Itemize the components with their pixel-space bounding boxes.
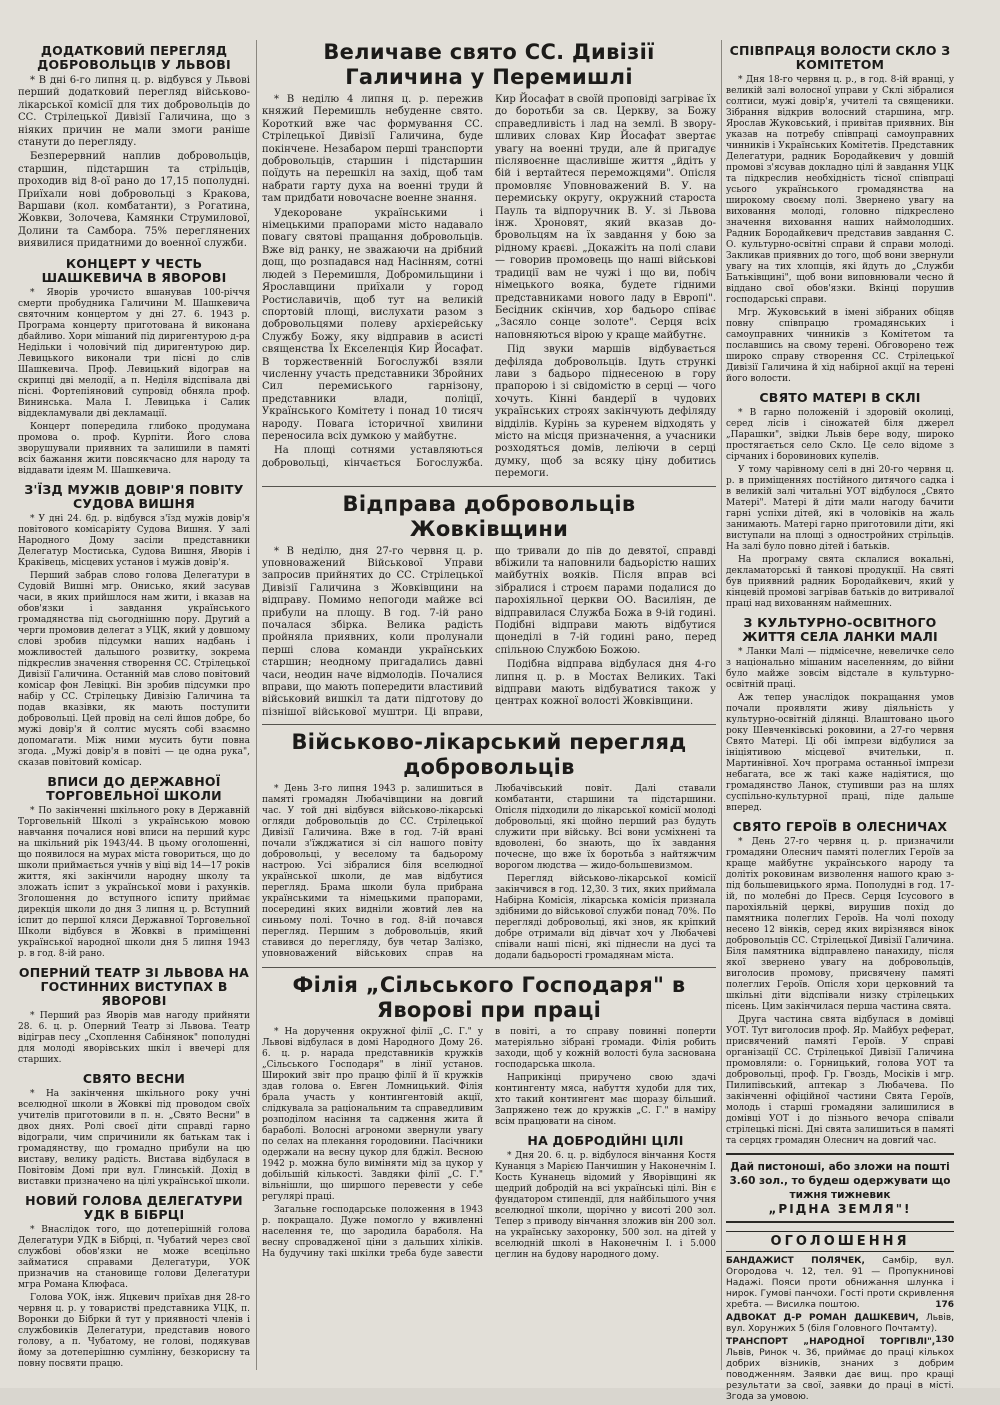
- article-paragraph: Концерт попередила глибоко продумана промова о. проф. Курпіти. Його слова зворушували приявних та залишили в памяті всіх бажання жити повсякчасно для народу та віддавати ідеям М. Шашкевича.: [18, 421, 250, 476]
- article-paragraph: На програму свята склалися вокальні, декламаторські й танкові продукції. На святі був приявний радник Бородайкевич, який у кінцевій промові загрівав батьків до витривалої праці над вихованням наймешних.: [726, 555, 954, 609]
- article-body: [262, 94, 716, 481]
- divider: [262, 967, 716, 968]
- subscription-line: Дай пистоноші, або зложи на пошті: [730, 1161, 950, 1173]
- ad-name: ТРАНСПОРТ „НАРОДНОЇ ТОРГІВЛІ",: [726, 1337, 936, 1347]
- article-title: КОНЦЕРТ У ЧЕСТЬ ШАШКЕВИЧА В ЯВОРОВІ: [41, 255, 227, 285]
- article-title: СВЯТО ГЕРОЇВ В ОЛЕСНИЧАХ: [732, 819, 948, 834]
- article-paragraph: * Ланки Малі — підмісечне, невеличке село з національно мішаним населенням, до війни було майже зовсім відстале в культурно-освітній праці.: [726, 647, 954, 690]
- article-title: СВЯТО МАТЕРІ В СКЛІ: [759, 390, 921, 405]
- article-paragraph: * Перший раз Яворів мав нагоду прийняти 28. 6. ц. р. Оперний Театр зі Львова. Театр відіграв песу „Схоплення Сабінянок" пополудні для молоді яворівських шкіл і ввечері для старших.: [18, 1010, 250, 1065]
- article-title: ВПИСИ ДО ДЕРЖАВНОЇ ТОРГОВЕЛЬНОЇ ШКОЛИ: [46, 773, 222, 803]
- headline: Військово-лікарський перегляд добровольців: [291, 730, 687, 780]
- article-paragraph: Подібна відправа відбулася дня 4-го липня ц. р. в Мостах Великих. Такі відправи мають відбуватися також у центрах кожної волості Жовківщини.: [495, 659, 716, 708]
- article-paragraph: Друга частина свята відбулася в домівці УОТ. Тут виголосив проф. Яр. Майбух реферат, присвячений памяті Героїв. У справі організації СС. Стрілецької Дивізії Галичина промовляли: о. Горницький, голова УОТ та добровольці, проф. Гр. Гвоздь, Мосіків і мгр. Пилипівський, аптекар з Любачева. По закінченні офіційної частини Свята Героїв, молодь і старші громадяни залишилися в домівці УОТ і до пізнього вечора співали стрілецькі пісні. Дні свята залишиться в памяті та серцях громадян Олеснич на довгий час.: [726, 1015, 954, 1146]
- article-paragraph: * В гарно положеній і здоровій околиці, серед лісів і сіножатей біля джерел „Парашки", звідки Львів бере воду, широко простягається село Скло. Це село відоме з сірчаних і боровинових купелів.: [726, 408, 954, 462]
- left-column: [18, 38, 250, 1372]
- ad-text: Львів, вул. Хорунжих 5 (біля Головного Почтамту).: [726, 1313, 954, 1334]
- article-paragraph: Мгр. Жуковський в імені зібраних обіцяв повну співпрацю громадянських і самоуправних чинників з Комітетом та пославшись на свому терені. Обговорено теж широко справу створення СС. Стрілецької Дивізії Галичина й хід набірної акції на терені його волости.: [726, 308, 954, 384]
- subscription-line: тижня тижневик: [789, 1189, 891, 1201]
- ad-item: [726, 1337, 954, 1403]
- ad-number: 130: [935, 1335, 954, 1345]
- article-paragraph: * День 27-го червня ц. р. призначили громадяни Олеснич памяті полеглих Героїв за краще майбутнє українського народу та долітіх роковинам визволення нашого краю з-під большевицького ярма. Пополудні в год. 17-ій, по молебні до Пресв. Серця Ісусового в парохіяльній церкві, вирушив похід до памятника полеглих Героїв. На чолі походу несено 12 вінків, серед яких вирізнявся вінок добровольців СС. Стрілецької Дивізії Галичина. Біля памятника відправлено панахиду, після якої звернено увагу на добровольців, виголосив промову, присвячену памяті полеглих Героїв. Опісля хори церковний та шкільні діти відспівали низку стрілецьких пісень. Цим закінчилася перша частина свята.: [726, 837, 954, 1012]
- article-paragraph: * На доручення окружної філії „С. Г." у Львові відбулася в домі Народного Дому 26. 6. ц. р. нарада представників кружків „Сільського Господаря" в лінії установ. Широкий звіт про працю філії й її кружків здав голова о. Евген Ломницький. Філія брала участь у контингентовій акції, слідкувала за раціональним та справедливим розподілом насіння та садження жита й бараболі. Волосні агрономи звернули увагу по селах на плекання городовини. Пасічники одержали на весну цукор для бджіл. Весною 1942 р. можна було виміняти мід за цукор у добільшій кількості. Завдяки філії „С. Г." вільнішли, що ширшого перевести у себе регулярі праці.: [262, 1027, 483, 1203]
- article-paragraph: * День 3-го липня 1943 р. залишиться в памяті громадян Любачівщини на довгий час. У той дні відбувся військово-лікарські огляди добровольців до СС. Стрілецької Дивізії Галичина. Вже в год. 7-ій врані почали з'їжджатися зі сіл нашого повіту добровольці, у веселому та бадьорому настрою. Усі зібралися біля вселюдної української школи, де мав відбутися перегляд. Брама школи була прибрана українськими та німецькими прапорами, посередині яких видніли жовтий лев на синьому полі. Точно в год. 8-ій почався перегляд. Першим з добровольців, який ставився до перегляду, був четар Залізко, уповноважений військових справ на Любачівський повіт. Далі ставали комбатанти, старшини та підстаршини. Опісля підходили до лікарської комісії молоді добровольці, які щойно перший раз будуть служити при війську. Всі вони усміхнені та вдоволені, бо знають, що їх завдання почесне, що вже їх боротьба з найтяжчим ворогом людства — жидо-большевизмом.: [262, 784, 716, 960]
- headline: Філія „Сільського Господаря" в Яворові при праці: [292, 973, 686, 1023]
- article-paragraph: Під звуки маршів відбувається дефіляда добровольців. Ідуть стрункі лави з бадьоро піднесеною в гору прапорою і зі свідомістю в серці — чого хочуть. Кінні бандерії в чудових українських строях закінчують дефіляду відділів. Курінь за куренем відходять у місто на місця призначення, а учасники розходяться домів, леліючи в серці думку, щоб за всяку ціну добитись перемоги.: [495, 344, 716, 480]
- article-paragraph: * В неділю 4 липня ц. р. пережив княжий Перемишль небуденне свято. Короткий вже час формування СС. Стрілецької Дивізії Галичина, буде покінчене. Незабаром перші транспорти добровольців, старшин і підстаршин поїдуть на перешкіл на захід, щоб там набрати гарту духа на военні труди й там придбати новочасне военне знання.: [262, 94, 483, 205]
- article-title: ОПЕРНИЙ ТЕАТР ЗІ ЛЬВОВА НА ГОСТИННИХ ВИСТУПАХ В ЯВОРОВІ: [18, 964, 250, 1008]
- article-dodatkovyi: [18, 44, 250, 251]
- article-sviato-materi: [726, 391, 954, 610]
- ads-heading: ОГОЛОШЕННЯ: [726, 1231, 954, 1252]
- ad-number: 176: [935, 1300, 954, 1310]
- article-filia: [262, 973, 716, 1262]
- article-title: СПІВПРАЦЯ ВОЛОСТИ СКЛО З КОМІТЕТОМ: [729, 43, 951, 72]
- article-paragraph: * Яворів урочисто вшанував 100-річчя смерти пробудника Галичини М. Шашкевича святочним концертом у дні 27. 6. 1943 р. Програма концерту приготована й виконана дбайливо. Хори мішаний під диригентурою д-ра Недільки і чоловічий під диригентурою дир. Левицького виконали три пісні до слів Шашкевича. Проф. Левицький відограв на скрипці дві мелодії, а п. Неділя відспівала дві пісні. Фортепіяновий супровід обняла проф. Вининська. Мала І. Левицька і Салик віддекламували дві декламації.: [18, 287, 250, 419]
- article-sviato-heroiv: [726, 820, 954, 1147]
- article-vpysy: [18, 775, 250, 960]
- article-paragraph: Наприкінці приручено свою здачі контингенту мяса, набуття худоби для тих, хто такий контингент має щоразу більший. Запряжено теж до кружків „С. Г." в наміру всім працювати на сіном.: [495, 1073, 716, 1128]
- article-paragraph: Безперервний наплив добровольців, старшин, підстаршин та стрільців, проходив від 8-ої рано до 17,15 пополудні. Приїхали нові добровольці з Кракова, Варшави (кол. комбатанти), з Рогатина, Жовкви, Золочева, Камянки Струмилової, Долини та Самбора. 75% переглянених виявилися придатними до военної служби.: [18, 151, 250, 250]
- subscription-line: 3.60 зол., то будеш одержувати що: [729, 1175, 951, 1187]
- article-vidprava: [262, 492, 716, 720]
- headline: Відправа добровольців Жовківщини: [342, 491, 636, 541]
- article-body: [262, 784, 716, 962]
- center-column: [262, 38, 716, 1262]
- article-perehliad: [262, 730, 716, 962]
- article-paragraph: * В дні 6-го липня ц. р. відбувся у Львові перший додатковий перегляд військово-лікарської комісії для тих добровольців до СС. Стрілецької Дивізії Галичина, що з ніяких причин не мали змоги раніше станути до перегляду.: [18, 75, 250, 149]
- ad-name: БАНДАЖИСТ ПОЛЯЧЕК,: [726, 1256, 865, 1266]
- article-novyi-holova: [18, 1194, 250, 1370]
- article-paragraph: Загальне господарське положення в 1943 р. покращало. Дуже помогло у вживленні населення те, що зародила бараболя. На весну спровадженої ціни з дальших хіліків. На будучину такі шкілки треба буде завести в повіті, а то справу повинні поперти матеріяльно зібрані громади. Філія робить заходи, щоб у кожній волості була заснована господарська школа.: [262, 1027, 716, 1260]
- article-sviato-vesny: [18, 1072, 250, 1188]
- divider: [262, 724, 716, 725]
- article-title: НА ДОБРОДІЙНІ ЦІЛІ: [527, 1133, 684, 1149]
- ad-text: Львів, Ринок ч. 36, приймає до праці кількох добрих візників, знаних з добрим поводженням. Заявки дає вищ. про кращі результати за свої, заявки до праці в місті. Згода за умовою.: [726, 1348, 954, 1402]
- column-rule-right: [721, 40, 722, 1370]
- article-paragraph: Перший забрав слово голова Делегатури в Судовій Вишні мгр. Онисько, який засував часи, в яких прийшлося нам жити, і вказав на обов'язки і завдання українського громадянства під сьогоднішню пору. Другий а черги промовив делегат з УЦК, який у довшому слові зробив підсумки наших надбань і можливостей дальшого розвитку, зокрема підкреслив значення створення СС. Стрілецької Дивізії Галичина. Останній мав слово повітовий комісар фон Левіцкі. Він зробив підсумки про набір у СС. Стрілецьку Дивізію Галичина та подав вказівки, як мають поступити добровольці. Цей провід на селі йшов добре, бо мужі довір'я й солтис мусять собі взаємно допомагати. Між ними мусить бути повна згода. „Мужі довір'я в повіті — це одна рука", сказав повітовий комісар.: [18, 570, 250, 768]
- divider: [262, 486, 716, 487]
- article-title: СВЯТО ВЕСНИ: [82, 1070, 186, 1086]
- article-title: З'ЇЗД МУЖІВ ДОВІР'Я ПОВІТУ СУДОВА ВИШНЯ: [24, 481, 244, 511]
- article-paragraph: Удекороване українськими і німецькими прапорами місто надавало повагу святові пращання добровольців. Вже від ранку, не зважаючи на дрібний дощ, що розпадався над Насінням, сотні людей з Перемишля, Добромильщини і Ярославщини приїхали у город Ростиславичів, щоб тут на великій спортовій площі, вислухати разом з добровольцями полеву архієрейську Службу Божу, яку відправив в асисті священства Їх Екселенція Кир Йосафат. В торжественній Богослужбі взяли численну участь представники Збройних Сил перемиського гарнізону, представники влади, поліції, Українського Комітету і понад 10 тисяч народу. Повага історичної хвилини переносила всіх думкою у майбутнє.: [262, 207, 483, 442]
- ad-item: [726, 1256, 954, 1311]
- ad-name: АДВОКАТ Д-Р РОМАН ДАШКЕВИЧ,: [726, 1313, 919, 1323]
- article-paragraph: * В неділю, дня 27-го червня ц. р. уповноважений Військової Управи запросив прийнятих до СС. Стрілецької Дивізії Галичина з Жовківщини на відправу. Помимо непогоди майже всі прибули на площу. В год. 7-ій рано почалася збірка. Велика радість пройняла приявних, коли пролунали перші слова команди українських старшин; неодному пригадались давні часи, неодин наче відмолодів. Почалися вправи, що мають попередити властивий військовий вишкіл та дати підготову до пізнішої військової муштри. Ці вправи, що тривали до пів до девятої, справді вбіжили та наповнили бадьорістю наших майбутніх вояків. Після вправ всі зібралися і строєм парами подалися до парохіяльної церкви ОО. Василіян, де відправилася Служба Божа в 9-ій годині. Подібні відправи мають відбутися щонеділі в 7-ій годині рано, перед спільною Службою Божою.: [262, 545, 716, 718]
- article-title: НОВИЙ ГОЛОВА ДЕЛЕГАТУРИ УДК В БІБРЦІ: [25, 1192, 243, 1222]
- article-paragraph: * Дня 20. 6. ц. р. відбулося вінчання Костя Кунанця з Марією Панчишин у Наконечнім I. Кость Кунанець відомий у Яворівщині як щедрий добродій на всі українські цілі. Він є фундатором стипендії, для найбільшого учня вселюдної школи, щорічно у висоті 200 зол. Тепер з приводу вінчання зложив він 200 зол. на українську захоронку, 500 зол. на дітей у вселюдній школі в Наконечнім I. і 5.000 цеглин на будову народного дому.: [495, 1151, 716, 1261]
- column-rule-left: [256, 40, 257, 1370]
- ad-text: Самбір, вул. Огородова ч. 12, тел. 91 — Пропукнинові Надажі. Пояси проти обнижання шлунка і нирок. Гумові панчохи. Гості проти скривлення хребта. — Висилка поштою.: [726, 1256, 954, 1310]
- article-paragraph: * Внаслідок того, що дотеперішній голова Делегатури УДК в Бібрці, п. Чубатий через свої службові обов'язки не може всецільно займатися справами Делегатури, УОК призначив на становище голови Делегатури мгра Романа Клюфаса.: [18, 1224, 250, 1290]
- right-column: [726, 38, 954, 1405]
- article-zizd: [18, 483, 250, 769]
- headline: Величаве свято СС. Дивізії Галичина у Перемишлі: [323, 40, 655, 89]
- article-title: ДОДАТКОВИЙ ПЕРЕГЛЯД ДОБРОВОЛЬЦІВ У ЛЬВОВІ: [37, 43, 231, 72]
- article-opernyi: [18, 966, 250, 1066]
- article-paragraph: * Дня 18-го червня ц. р., в год. 8-ій вранці, у великій залі волосної управи у Склі зібралися солтиси, мужі довір'я, учителі та священики. Зібрання відкрив волосний старшина, мгр. Ярослав Жуковський, і привітав приявних. Він указав на потребу співпраці самоуправних чинників і Українських Комітетів. Представник Делегатури, радник Бородайкевич у довшій промові з'ясував докладно цілі й завдання УЦК та підкреслив необхідність тісної співпраці усього українського громадянства на широкому своєму полі. Звернено увагу на виховання молоді, головно підкреслено значення виховання наших наймолодших. Радник Бородайкевич представив завдання С. О. культурно-освітні справи й справи молоді. Закликав приявних до того, щоб вони звернули увагу на тих хлопців, які йдуть до „Служби Батьківщині", щоб вони виповнювали чесно й віддано свої обов'язки. Вкінці порушив господарські справи.: [726, 75, 954, 305]
- article-paragraph: * На закінчення шкільного року учні вселюдної школи в Жовкві під проводом своїх учителів приготовили в п. н. „Свято Весни" в двох днях. Ролі своєї діти справді гарно відограли, чим спричинили як батькам так і громадянству, що громадно прибули на цю виставу, велику радість. Вистава відбулася в Повітовім Домі при вул. Глинській. Дохід в виставки призначено на цілі української школи.: [18, 1088, 250, 1187]
- article-paragraph: * По закінченні шкільного року в Державній Торговельній Школі з українською мовою навчання почалися нові вписи на перший курс на шкільний рік 1943/44. В цьому оголошенні, що появилося на мурах міста говориться, що до школи приймається учнів у віці від 14—17 років життя, які закінчили народну школу та зложать іспит з української мови і рахунків. Зголошення до вступного іспиту приймає дирекція школи до дня 3 липня ц. р. Вступний іспит до першої кляси Державної Торговельної Школи відбувся в Жовкві в приміщенні української народної школи дня 5 липня 1943 р. в год. 8-ій рано.: [18, 805, 250, 959]
- article-lanky-mali: [726, 616, 954, 814]
- article-paragraph: На площі сотнями уставляються добровольці, кінчається Богослужба. Кир Йосафат в своїй проповіді загріває їх до боротьби за св. Церкву, за Божу справедливість і лад на землі. В зворушливих словах Кир Йосафат звертає увагу на военні труди, але й пригадує післявоєнне щасливіше життя „йдіть у бій і вертайтеся переможцями". Опісля промовляє Уповноважений В. У. на перемиську округу, окружний староста Пауль та відпоручник В. У. зі Львова інж. Хроновят, який вказав добровольцям на їх завдання у бою за рідному краєві. „Докажіть на полі слави — говорив промовець що наші військові традиції вам не чужі і що ви, побіч німецького вояка, будете гідними представниками нового ладу в Европі". Бесідник скінчив, хор бадьоро співає „Засяло сонце золоте". Серця всіх наповняються вірою у краще майбутнє.: [262, 94, 716, 469]
- subscription-title: „РІДНА ЗЕМЛЯ"!: [768, 1202, 912, 1216]
- subscription-box: [726, 1153, 954, 1223]
- article-paragraph: У тому чарівному селі в дні 20-го червня ц. р. в приміщеннях постійного дитячого садка і в великій залі читальні УОТ відбулося „Свято Матері". Матері й діти мали нагоду бачити гарні успіхи дітей, які в чоловіків на жаль занимають. Матері гарно приготовили діти, які виступали на площі з одностройних стрільців. На залі було повно дітей і батьків.: [726, 465, 954, 552]
- article-koncert: [18, 257, 250, 477]
- article-title: З КУЛЬТУРНО-ОСВІТНОГО ЖИТТЯ СЕЛА ЛАНКИ МАЛІ: [742, 615, 938, 644]
- article-body: [262, 546, 716, 720]
- article-paragraph: * У дні 24. 6д. р. відбувся з'їзд мужів довір'я повітового комісаріяту Судова Вишня. У залі Народного Дому засіли представники Делегатур Мостиська, Судова Вишня, Яворів і Краківець, місцевих установ і мужів довір'я.: [18, 513, 250, 568]
- article-paragraph: Перегляд військово-лікарської комісії закінчився в год. 12,30. З тих, яких приймала Набірна Комісія, лікарська комісія признала здібними до військової служби понад 70%. По перегляді добровольці, які знов, як кріпкий добре отримали від дівчат хоч у Любачеві співали наші пісні, які піднесли на дусі та додали бадьорості громадянам міста.: [495, 874, 716, 962]
- article-paragraph: Аж тепер унаслідок покращання умов почали проявляти живу діяльність у культурно-освітній ділянці. Влаштовано цього року Шевченківські роковини, а 27-го червня Свято Матері. Ці обі імпрези відбулися за ініціятивою місцевої вчительки, п. Мартинівної. Хоч програма останньої імпрези небагата, все ж такі каже надіятися, що громадянство Ланок, ступивши раз на шлях суспільно-культурної праці, піде дальше вперед.: [726, 693, 954, 813]
- article-velychave-sviato: [262, 40, 716, 481]
- article-body: [262, 1027, 716, 1262]
- article-paragraph: Голова УОК, інж. Яцкевич приїхав дня 28-го червня ц. р. у товаристві представника УЦК, п. Воронки до Бібрки й тут у приявності членів і службовиків Делегатури, представив нового голову, а п. Чубатому, не голові, подякував йому за дотеперішню сумлінну, безкорисну та повну посвяти працю.: [18, 1292, 250, 1369]
- article-spivpratsia: [726, 44, 954, 385]
